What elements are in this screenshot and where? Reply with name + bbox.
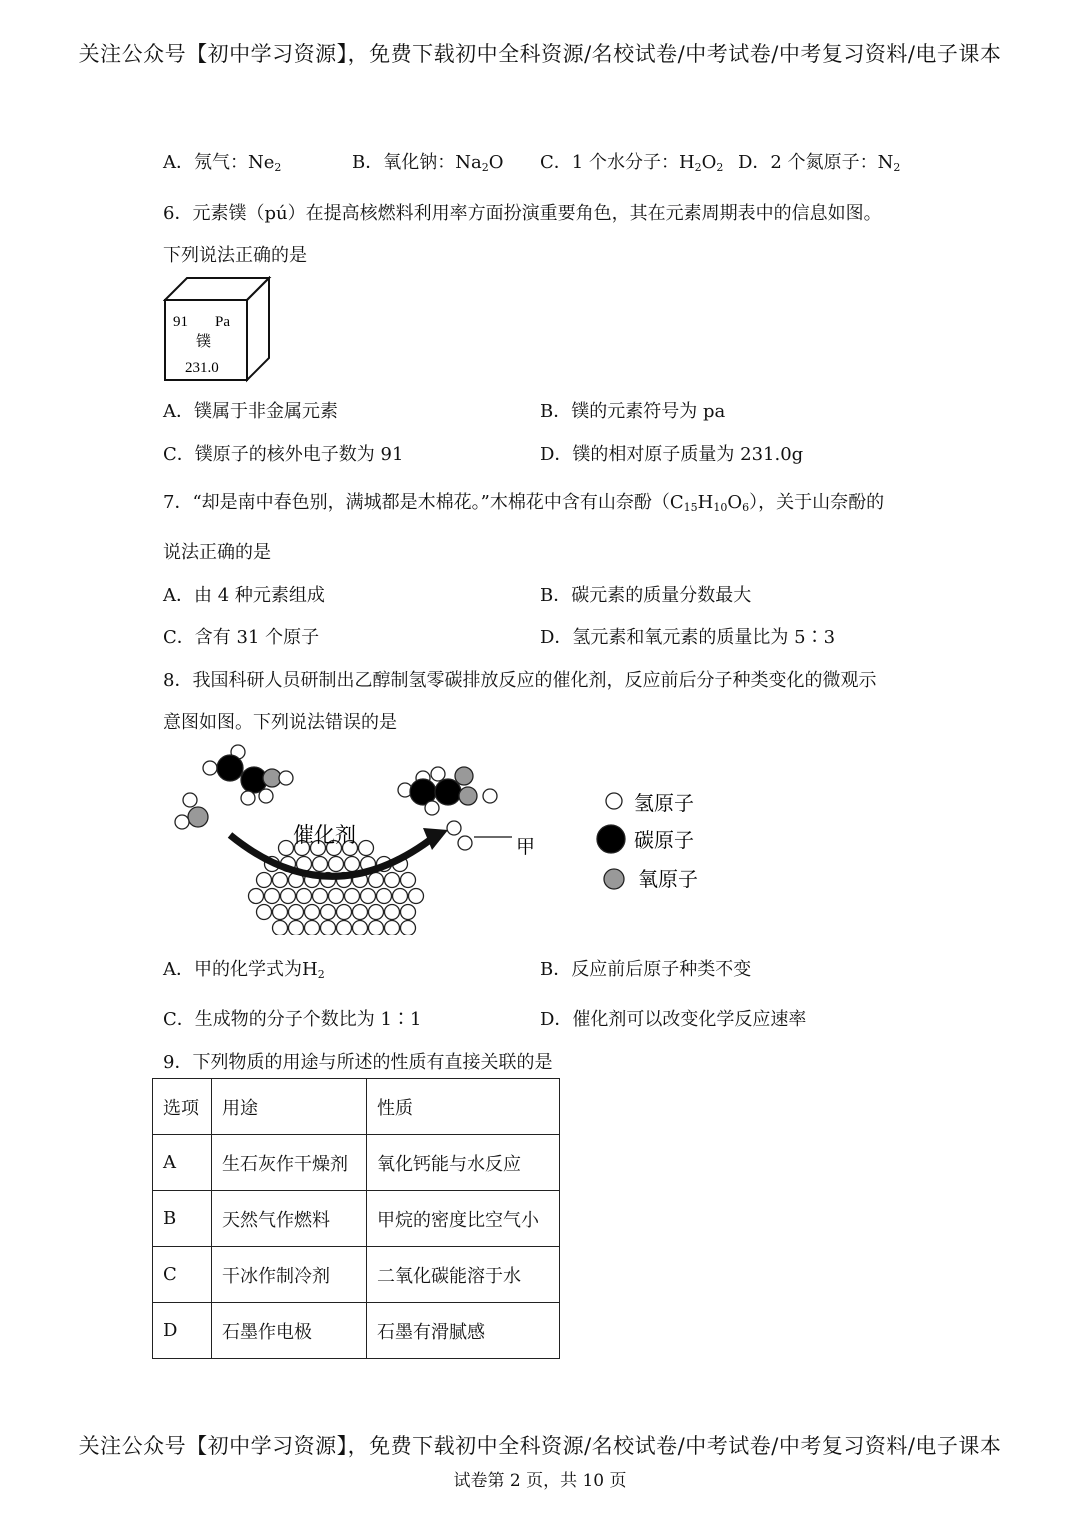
q7-stem-pre: 7．“却是南中春色别，满城都是木棉花。”木棉花中含有山奈酚（	[163, 492, 670, 513]
formula-sub: 2	[317, 968, 325, 981]
q6-stem-line1: 6．元素镤（pú）在提高核燃料利用率方面扮演重要角色，其在元素周期表中的信息如图。	[163, 203, 882, 224]
catalyst-particle	[353, 905, 368, 920]
catalyst-particle	[359, 841, 374, 856]
table-row	[153, 1135, 560, 1191]
legend-hydrogen: 氢原子	[634, 791, 694, 815]
catalyst-particle	[249, 889, 264, 904]
q8-option-c: C．生成物的分子个数比为 1∶1	[163, 1009, 422, 1030]
formula: H	[678, 152, 695, 173]
q8-option-a	[163, 955, 325, 981]
catalyst-particle	[273, 921, 288, 936]
q6-option-c: C．镤原子的核外电子数为 91	[163, 444, 404, 465]
table-row	[153, 1247, 560, 1303]
catalyst-particle	[321, 921, 336, 936]
catalyst-particle	[385, 905, 400, 920]
catalyst-particle	[353, 921, 368, 936]
table-row	[153, 1191, 560, 1247]
catalyst-particle	[297, 889, 312, 904]
q8-option-d: D．催化剂可以改变化学反应速率	[540, 1009, 807, 1030]
water-molecule	[175, 793, 208, 829]
catalyst-particle	[265, 889, 280, 904]
header-option: 选项	[153, 1079, 212, 1135]
catalyst-particle	[321, 905, 336, 920]
legend-hydrogen-marker	[606, 793, 622, 809]
catalyst-label: 催化剂	[293, 823, 356, 847]
q7-option-c: C．含有 31 个原子	[163, 627, 320, 648]
q9-stem: 9．下列物质的用途与所述的性质有直接关联的是	[163, 1052, 553, 1073]
table-cell: 氧化钙能与水反应	[367, 1135, 560, 1191]
formula-sub: 6	[742, 501, 750, 514]
element-cell-cube	[163, 276, 273, 384]
ethanol-molecule	[203, 745, 293, 805]
legend	[597, 793, 625, 889]
catalyst-particle	[329, 889, 344, 904]
table-cell: D	[153, 1303, 212, 1359]
q6-option-b: B．镤的元素符号为 pa	[540, 401, 726, 422]
q7-option-b: B．碳元素的质量分数最大	[540, 585, 752, 606]
q5-option-d-label: D．2 个氮原子：	[738, 152, 878, 173]
formula: H	[697, 492, 714, 513]
q8-stem-line1: 8．我国科研人员研制出乙醇制氢零碳排放反应的催化剂，反应前后分子种类变化的微观示	[163, 670, 877, 691]
q5-option-b	[352, 148, 503, 174]
catalyst-particle	[401, 873, 416, 888]
catalyst-particle	[401, 905, 416, 920]
page-footer: 试卷第 2 页，共 10 页	[453, 1471, 627, 1491]
header-property: 性质	[367, 1079, 560, 1135]
formula-sub: 15	[683, 501, 698, 514]
catalyst-particle	[273, 905, 288, 920]
top-banner: 关注公众号【初中学习资源】，免费下载初中全科资源/名校试卷/中考试卷/中考复习资料/电子课本	[78, 42, 1002, 66]
q6-option-a: A．镤属于非金属元素	[163, 401, 338, 422]
catalyst-particle	[345, 857, 360, 872]
reaction-diagram	[168, 740, 728, 935]
table-cell: 甲烷的密度比空气小	[367, 1191, 560, 1247]
catalyst-particle	[369, 873, 384, 888]
table-row	[153, 1303, 560, 1359]
legend-carbon: 碳原子	[634, 828, 694, 852]
q7-option-a: A．由 4 种元素组成	[163, 585, 325, 606]
q6-option-d: D．镤的相对原子质量为 231.0g	[540, 444, 804, 465]
catalyst-particle	[279, 841, 294, 856]
q8-stem-line2: 意图如图。下列说法错误的是	[163, 712, 397, 733]
catalyst-particle	[369, 921, 384, 936]
table-cell: 石墨作电极	[212, 1303, 367, 1359]
legend-oxygen: 氧原子	[638, 867, 698, 891]
atomic-number: 91	[173, 314, 188, 330]
formula: O	[488, 152, 504, 173]
catalyst-particle	[281, 889, 296, 904]
catalyst-particles	[249, 841, 424, 936]
formula-sub: 2	[893, 161, 901, 174]
legend-oxygen-marker	[604, 869, 624, 889]
catalyst-particle	[385, 873, 400, 888]
q5-option-c	[540, 148, 723, 174]
formula-sub: 2	[481, 161, 489, 174]
catalyst-particle	[337, 905, 352, 920]
header-use: 用途	[212, 1079, 367, 1135]
q7-option-d: D．氢元素和氧元素的质量比为 5∶3	[540, 627, 836, 648]
product-jia-label: 甲	[516, 836, 536, 858]
catalyst-particle	[257, 873, 272, 888]
formula: N	[877, 152, 894, 173]
q5-option-a	[163, 148, 281, 174]
formula: C	[669, 492, 684, 513]
table-cell: 二氧化碳能溶于水	[367, 1247, 560, 1303]
catalyst-particle	[289, 921, 304, 936]
element-name: 镤	[196, 332, 212, 350]
table-cell: 天然气作燃料	[212, 1191, 367, 1247]
table-cell: 生石灰作干燥剂	[212, 1135, 367, 1191]
table-cell: A	[153, 1135, 212, 1191]
legend-carbon-marker	[597, 825, 625, 853]
table-cell: 干冰作制冷剂	[212, 1247, 367, 1303]
catalyst-particle	[345, 889, 360, 904]
catalyst-particle	[305, 921, 320, 936]
q7-stem-line2: 说法正确的是	[163, 542, 271, 563]
catalyst-particle	[337, 921, 352, 936]
catalyst-particle	[305, 905, 320, 920]
product-molecule	[398, 767, 497, 815]
catalyst-particle	[313, 889, 328, 904]
catalyst-particle	[289, 905, 304, 920]
catalyst-particle	[377, 889, 392, 904]
bottom-banner: 关注公众号【初中学习资源】，免费下载初中全科资源/名校试卷/中考试卷/中考复习资料/电子课本	[78, 1434, 1002, 1458]
q7-stem-post: ），关于山奈酚的	[749, 492, 885, 513]
q5-option-d	[738, 148, 900, 174]
q5-option-b-label: B．氧化钠：	[352, 152, 456, 173]
table-cell: 石墨有滑腻感	[367, 1303, 560, 1359]
q7-stem-line1	[163, 488, 884, 514]
formula-sub: 2	[716, 161, 724, 174]
q8-option-b: B．反应前后原子种类不变	[540, 959, 752, 980]
table-header-row	[153, 1079, 560, 1135]
formula-sub: 10	[713, 501, 728, 514]
q5-option-c-label: C．1 个水分子：	[540, 152, 679, 173]
formula: O	[701, 152, 717, 173]
formula: H	[302, 959, 318, 980]
q6-stem-line2: 下列说法正确的是	[163, 245, 307, 266]
formula: O	[727, 492, 743, 513]
catalyst-particle	[385, 921, 400, 936]
product-jia-molecule	[447, 821, 472, 850]
table-cell: B	[153, 1191, 212, 1247]
formula-sub: 2	[694, 161, 702, 174]
catalyst-particle	[313, 857, 328, 872]
catalyst-particle	[329, 857, 344, 872]
catalyst-particle	[257, 905, 272, 920]
catalyst-particle	[409, 889, 424, 904]
catalyst-particle	[401, 921, 416, 936]
catalyst-particle	[361, 889, 376, 904]
catalyst-particle	[393, 889, 408, 904]
q5-option-a-label: A．氖气：	[163, 152, 248, 173]
q8-option-a-label: A．甲的化学式为	[163, 959, 302, 980]
formula-sub: 2	[274, 161, 282, 174]
catalyst-particle	[273, 873, 288, 888]
table-cell: C	[153, 1247, 212, 1303]
element-symbol: Pa	[215, 314, 230, 330]
formula: Ne	[248, 152, 275, 173]
q9-table	[152, 1078, 560, 1359]
atomic-mass: 231.0	[185, 360, 219, 376]
catalyst-particle	[369, 905, 384, 920]
formula: Na	[455, 152, 482, 173]
